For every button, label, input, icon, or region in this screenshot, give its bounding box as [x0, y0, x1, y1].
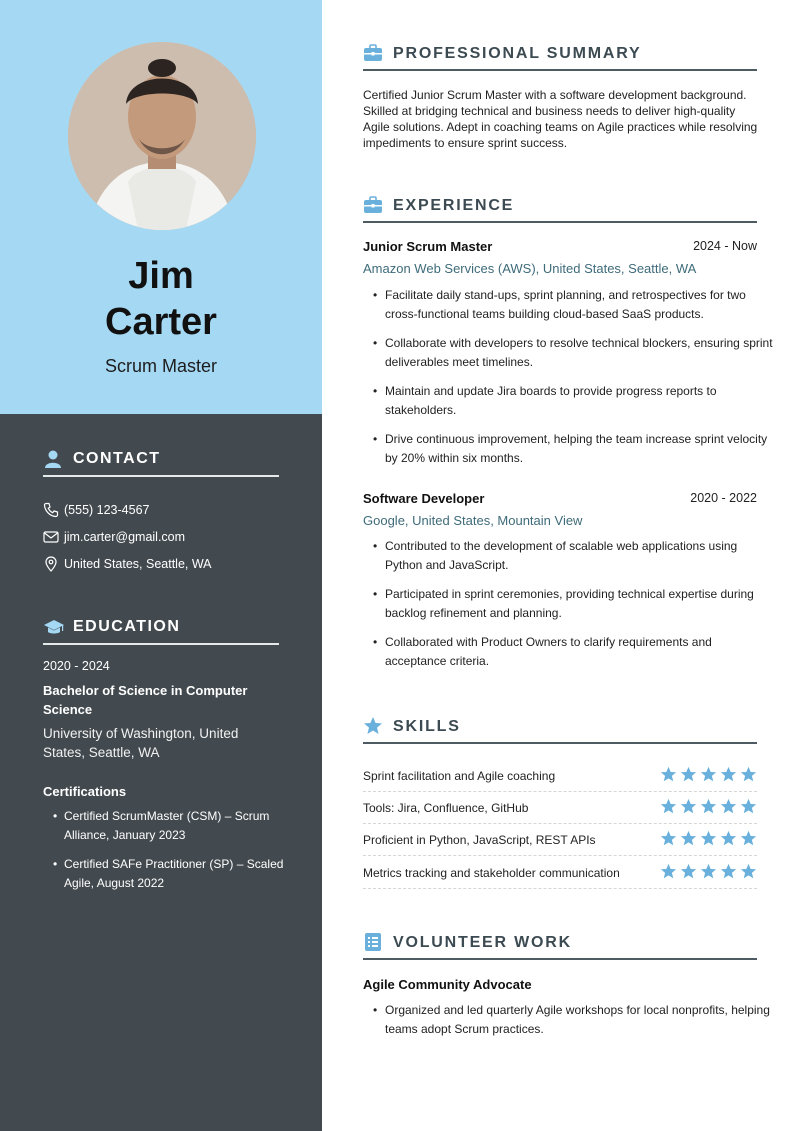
certifications-title: Certifications: [43, 784, 127, 799]
rating-star-icon: [660, 766, 677, 783]
volunteer-heading: [363, 932, 757, 960]
phone-icon: [43, 502, 59, 518]
job-bullet: • Collaborate with developers to resolve technical blockers, ensuring sprint deliverables meet timelines.: [363, 334, 773, 372]
certification-item: • Certified ScrumMaster (CSM) – Scrum Alliance, January 2023: [43, 807, 293, 844]
skill-row: [363, 791, 757, 824]
list-icon: [363, 932, 383, 952]
skill-label: Sprint facilitation and Agile coaching: [363, 769, 556, 783]
mail-icon: [43, 529, 59, 545]
rating-star-icon: [740, 830, 757, 847]
rating-star-icon: [660, 798, 677, 815]
job-bullet: • Facilitate daily stand-ups, sprint planning, and retrospectives for two cross-functional teams building cloud-based SaaS products.: [363, 286, 773, 324]
summary-heading: [363, 43, 757, 71]
job-dates: 2020 - 2022: [690, 491, 757, 505]
job-title: Junior Scrum Master: [363, 239, 493, 254]
job-bullet: • Participated in sprint ceremonies, providing technical expertise during backlog refinement and planning.: [363, 585, 773, 623]
certifications-list: [43, 807, 293, 903]
experience-heading: [363, 195, 757, 223]
job-bullet: • Maintain and update Jira boards to provide progress reports to stakeholders.: [363, 382, 773, 420]
rating-star-icon: [700, 766, 717, 783]
rating-star-icon: [680, 798, 697, 815]
education-heading: [43, 615, 279, 645]
first-name: Jim: [128, 255, 194, 297]
education-dates: 2020 - 2024: [43, 659, 110, 673]
skills-heading: [363, 716, 757, 744]
summary-heading-label: PROFESSIONAL SUMMARY: [393, 45, 642, 62]
rating-star-icon: [680, 766, 697, 783]
skill-label: Proficient in Python, JavaScript, REST APIs: [363, 833, 596, 847]
rating-star-icon: [680, 863, 697, 880]
summary-text: Certified Junior Scrum Master with a software development background. Skilled at bridging technical and business needs to deliver high-quality Agile solutions. Adept in coaching teams on Agile practices while resolving impediments to ensure sprint success.: [363, 88, 758, 150]
star-icon: [363, 716, 383, 736]
graduation-cap-icon: [43, 617, 63, 637]
skill-rating: [657, 766, 757, 782]
rating-star-icon: [700, 830, 717, 847]
rating-star-icon: [700, 863, 717, 880]
job-bullets: [363, 286, 773, 478]
contact-heading-label: CONTACT: [73, 450, 161, 467]
skill-rating: [657, 798, 757, 814]
volunteer-heading-label: VOLUNTEER WORK: [393, 934, 572, 951]
company: Amazon Web Services (AWS), United States, Seattle, WA: [363, 261, 697, 276]
job-dates: 2024 - Now: [693, 239, 757, 253]
briefcase-icon: [363, 195, 383, 215]
rating-star-icon: [720, 766, 737, 783]
volunteer-bullet: • Organized and led quarterly Agile workshops for local nonprofits, helping teams adopt Scrum practices.: [363, 1001, 773, 1039]
rating-star-icon: [740, 798, 757, 815]
volunteer-bullets: [363, 1001, 773, 1049]
rating-star-icon: [660, 830, 677, 847]
skills-heading-label: SKILLS: [393, 718, 461, 735]
experience-heading-label: EXPERIENCE: [393, 197, 515, 214]
briefcase-icon: [363, 43, 383, 63]
skill-row: [363, 856, 757, 889]
job-bullet: • Drive continuous improvement, helping the team increase sprint velocity by 20% within six months.: [363, 430, 773, 468]
rating-star-icon: [740, 766, 757, 783]
rating-star-icon: [740, 863, 757, 880]
rating-star-icon: [720, 798, 737, 815]
certification-item: • Certified SAFe Practitioner (SP) – Scaled Agile, August 2022: [43, 855, 293, 892]
phone-number: (555) 123-4567: [64, 503, 150, 517]
contact-heading: [43, 447, 279, 477]
skill-rating: [657, 863, 757, 879]
volunteer-title: Agile Community Advocate: [363, 977, 532, 992]
skill-rating: [657, 830, 757, 846]
skill-label: Tools: Jira, Confluence, GitHub: [363, 801, 529, 815]
rating-star-icon: [660, 863, 677, 880]
skill-row: [363, 823, 757, 856]
last-name: Carter: [105, 301, 217, 343]
rating-star-icon: [720, 863, 737, 880]
skill-row: [363, 759, 757, 792]
degree: Bachelor of Science in Computer Science: [43, 683, 248, 717]
location-pin-icon: [43, 556, 59, 572]
education-heading-label: EDUCATION: [73, 618, 181, 635]
job-bullets: [363, 537, 773, 681]
job-bullet: • Collaborated with Product Owners to clarify requirements and acceptance criteria.: [363, 633, 773, 671]
skill-label: Metrics tracking and stakeholder communication: [363, 866, 620, 880]
job-title: Software Developer: [363, 491, 485, 506]
email-address[interactable]: jim.carter@gmail.com: [64, 530, 186, 544]
profile-photo: [68, 42, 256, 230]
rating-star-icon: [720, 830, 737, 847]
rating-star-icon: [700, 798, 717, 815]
job-bullet: • Contributed to the development of scalable web applications using Python and JavaScript.: [363, 537, 773, 575]
location-text: United States, Seattle, WA: [64, 557, 212, 571]
rating-star-icon: [680, 830, 697, 847]
school: University of Washington, United States, Seattle, WA: [43, 726, 239, 760]
job-role: Scrum Master: [104, 356, 218, 376]
person-icon: [43, 449, 63, 469]
company: Google, United States, Mountain View: [363, 513, 583, 528]
